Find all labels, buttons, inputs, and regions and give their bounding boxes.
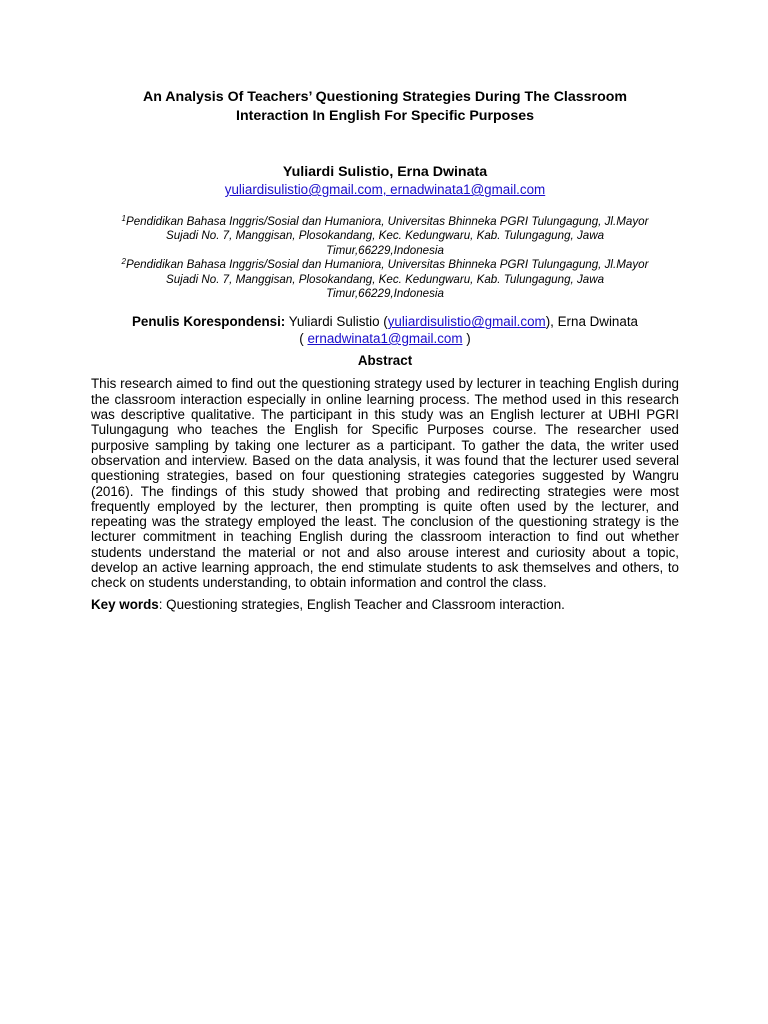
affiliation-2-marker: 2 (121, 257, 126, 267)
abstract-text: This research aimed to find out the questioning strategy used by lecturer in teaching English during the classroom interaction especially in online learning process. The method used in this research was descriptive qualitative. The participant in this study was an English lecturer at UBHI PGRI Tulungagung who teaches the English for Specific Purposes course. The researcher used purposive sampling by taking one lecturer as a participant. To gather the data, the writer used observation and interview. Based on the data analysis, it was found that the lecturer used several questioning strategies, based on four questioning strategies categories suggested by Wangru (2016). The findings of this study showed that probing and redirecting strategies were most frequently employed by the lecturer, then prompting is quite often used by the lecturer, and repeating was the strategy employed the least. The conclusion of the questioning strategy is the lecturer commitment in teaching English during the classroom interaction to find out whether students understand the material or not and also arouse interest and curiosity about a topic, develop an active learning approach, the end stimulate students to ask themselves and others, to check on students understanding, to obtain information and control the class. (91, 376, 679, 591)
title-line-1: An Analysis Of Teachers’ Questioning Strategies During The Classroom (142, 89, 628, 105)
affiliation-1 (91, 215, 679, 258)
correspondence-close-paren: ) (462, 330, 471, 346)
correspondence-author-1: Yuliardi Sulistio ( (285, 314, 388, 330)
title-line-2: Interaction In English For Specific Purposes (236, 108, 534, 124)
affiliation-2-line-3: Timur,66229,Indonesia (326, 287, 444, 301)
correspondence-email-2-link[interactable]: ernadwinata1@gmail.com (307, 330, 463, 346)
keywords-label: Key words (91, 596, 159, 612)
affiliation-1-line-3: Timur,66229,Indonesia (326, 243, 444, 257)
affiliation-1-line-2: Sujadi No. 7, Manggisan, Plosokandang, Kec. Kedungwaru, Kab. Tulungagung, Jawa (165, 229, 605, 243)
correspondence-label: Penulis Korespondensi: (131, 314, 286, 330)
correspondence-email-1-link[interactable]: yuliardisulistio@gmail.com (387, 314, 546, 330)
affiliation-2-line-2: Sujadi No. 7, Manggisan, Plosokandang, Kec. Kedungwaru, Kab. Tulungagung, Jawa (165, 272, 605, 286)
keywords-text: : Questioning strategies, English Teacher and Classroom interaction. (158, 596, 565, 612)
author-emails (91, 181, 679, 198)
author-emails-link[interactable]: yuliardisulistio@gmail.com, ernadwinata1@gmail.com (224, 182, 546, 197)
abstract-heading: Abstract (357, 353, 413, 369)
author-names: Yuliardi Sulistio, Erna Dwinata (282, 164, 488, 180)
correspondence-open-paren: ( (299, 330, 308, 346)
correspondence (91, 314, 679, 347)
correspondence-author-2: ), Erna Dwinata (545, 314, 638, 330)
affiliation-1-marker: 1 (121, 214, 126, 223)
keywords (91, 597, 679, 613)
affiliation-2 (91, 258, 679, 301)
paper-page (91, 88, 679, 613)
paper-title (91, 88, 679, 126)
affiliation-1-line-1: Pendidikan Bahasa Inggris/Sosial dan Humaniora, Universitas Bhinneka PGRI Tulungagung, Jl.Mayor (126, 215, 649, 228)
affiliation-2-line-1: Pendidikan Bahasa Inggris/Sosial dan Humaniora, Universitas Bhinneka PGRI Tulungagung, Jl.Mayor (126, 258, 649, 272)
